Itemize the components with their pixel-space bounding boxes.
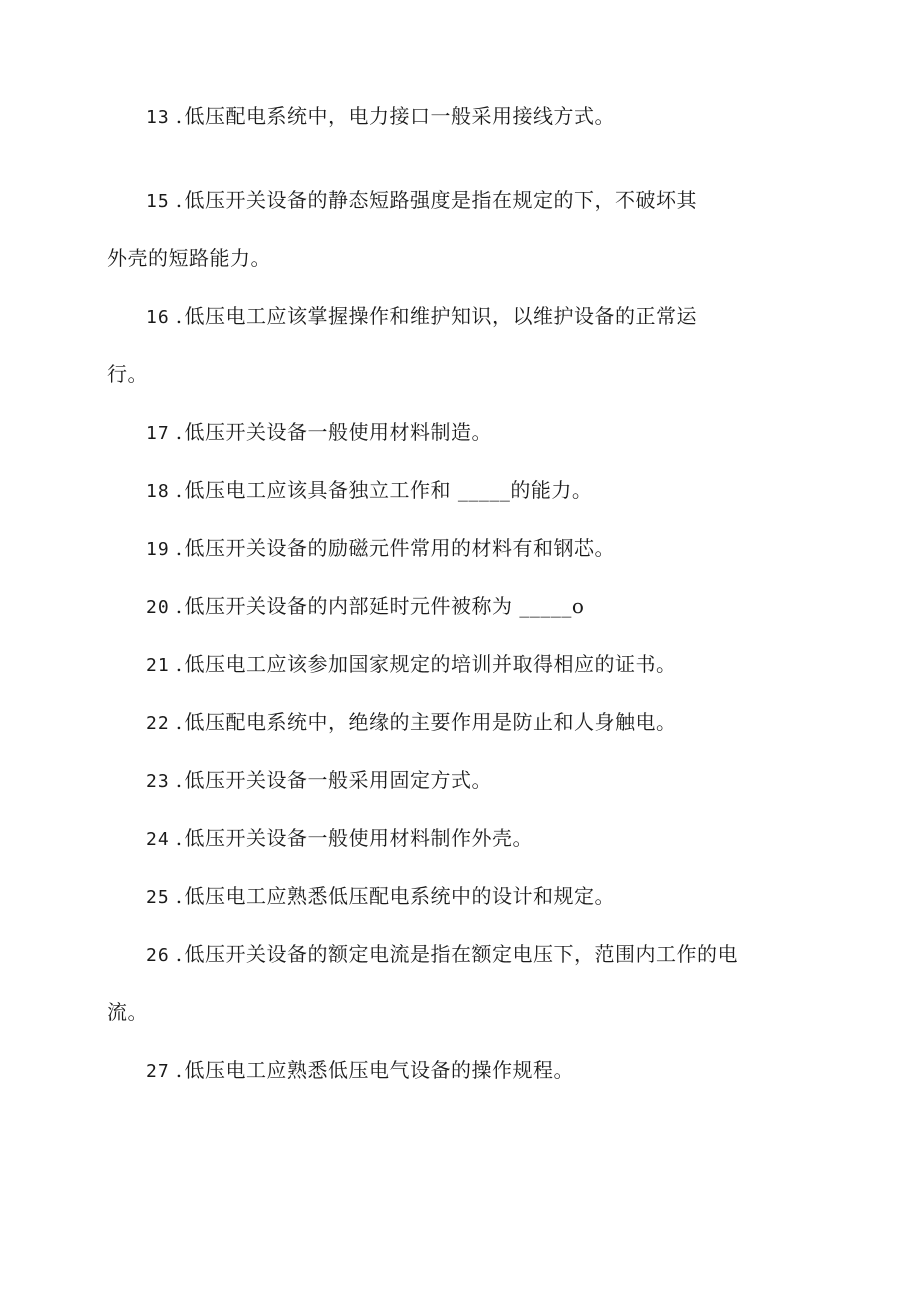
question-separator: . bbox=[175, 710, 183, 734]
question-text: 低压开关设备一般使用材料制造。 bbox=[184, 420, 493, 444]
question-text: 低压开关设备的内部延时元件被称为 _____o bbox=[184, 594, 585, 618]
question-15-continuation: 外壳的短路能力。 bbox=[107, 246, 271, 270]
question-number: 19 bbox=[146, 539, 170, 560]
question-17 bbox=[107, 418, 846, 448]
question-separator: . bbox=[175, 884, 183, 908]
question-text: 低压开关设备一般使用材料制作外壳。 bbox=[184, 826, 534, 850]
question-text: 低压电工应该具备独立工作和 _____的能力。 bbox=[184, 478, 593, 502]
question-separator: . bbox=[175, 1058, 183, 1082]
question-26-continuation: 流。 bbox=[107, 1000, 148, 1024]
question-number: 26 bbox=[146, 945, 170, 966]
question-separator: . bbox=[175, 942, 183, 966]
question-separator: . bbox=[175, 104, 183, 128]
question-text: 低压开关设备一般采用固定方式。 bbox=[184, 768, 493, 792]
question-22 bbox=[107, 708, 846, 738]
question-number: 18 bbox=[146, 481, 170, 502]
question-number: 13 bbox=[146, 107, 170, 128]
question-24 bbox=[107, 824, 846, 854]
question-number: 15 bbox=[146, 191, 170, 212]
question-15 bbox=[107, 186, 846, 216]
question-text: 低压开关设备的额定电流是指在额定电压下，范围内工作的电 bbox=[184, 942, 739, 966]
question-21 bbox=[107, 650, 846, 680]
question-number: 21 bbox=[146, 655, 170, 676]
question-number: 16 bbox=[146, 307, 170, 328]
question-separator: . bbox=[175, 304, 183, 328]
question-25 bbox=[107, 882, 846, 912]
question-number: 23 bbox=[146, 771, 170, 792]
question-number: 27 bbox=[146, 1061, 170, 1082]
question-separator: . bbox=[175, 594, 183, 618]
question-separator: . bbox=[175, 420, 183, 444]
question-separator: . bbox=[175, 478, 183, 502]
question-18 bbox=[107, 476, 846, 506]
question-separator: . bbox=[175, 536, 183, 560]
question-text: 低压开关设备的静态短路强度是指在规定的下，不破坏其 bbox=[184, 188, 698, 212]
question-text: 低压电工应该参加国家规定的培训并取得相应的证书。 bbox=[184, 652, 677, 676]
question-text: 低压开关设备的励磁元件常用的材料有和钢芯。 bbox=[184, 536, 616, 560]
question-number: 24 bbox=[146, 829, 170, 850]
question-20 bbox=[107, 592, 846, 622]
question-number: 17 bbox=[146, 423, 170, 444]
question-number: 22 bbox=[146, 713, 170, 734]
question-number: 20 bbox=[146, 597, 170, 618]
question-separator: . bbox=[175, 768, 183, 792]
question-separator: . bbox=[175, 826, 183, 850]
question-16-continuation: 行。 bbox=[107, 362, 148, 386]
question-27 bbox=[107, 1056, 846, 1086]
question-16 bbox=[107, 302, 846, 332]
question-text: 低压电工应熟悉低压电气设备的操作规程。 bbox=[184, 1058, 575, 1082]
question-text: 低压配电系统中，绝缘的主要作用是防止和人身触电。 bbox=[184, 710, 677, 734]
question-text: 低压电工应熟悉低压配电系统中的设计和规定。 bbox=[184, 884, 616, 908]
question-number: 25 bbox=[146, 887, 170, 908]
question-separator: . bbox=[175, 652, 183, 676]
question-text: 低压电工应该掌握操作和维护知识，以维护设备的正常运 bbox=[184, 304, 698, 328]
question-13 bbox=[107, 102, 846, 132]
question-separator: . bbox=[175, 188, 183, 212]
question-23 bbox=[107, 766, 846, 796]
question-19 bbox=[107, 534, 846, 564]
question-text: 低压配电系统中，电力接口一般采用接线方式。 bbox=[184, 104, 616, 128]
question-26 bbox=[107, 940, 846, 970]
